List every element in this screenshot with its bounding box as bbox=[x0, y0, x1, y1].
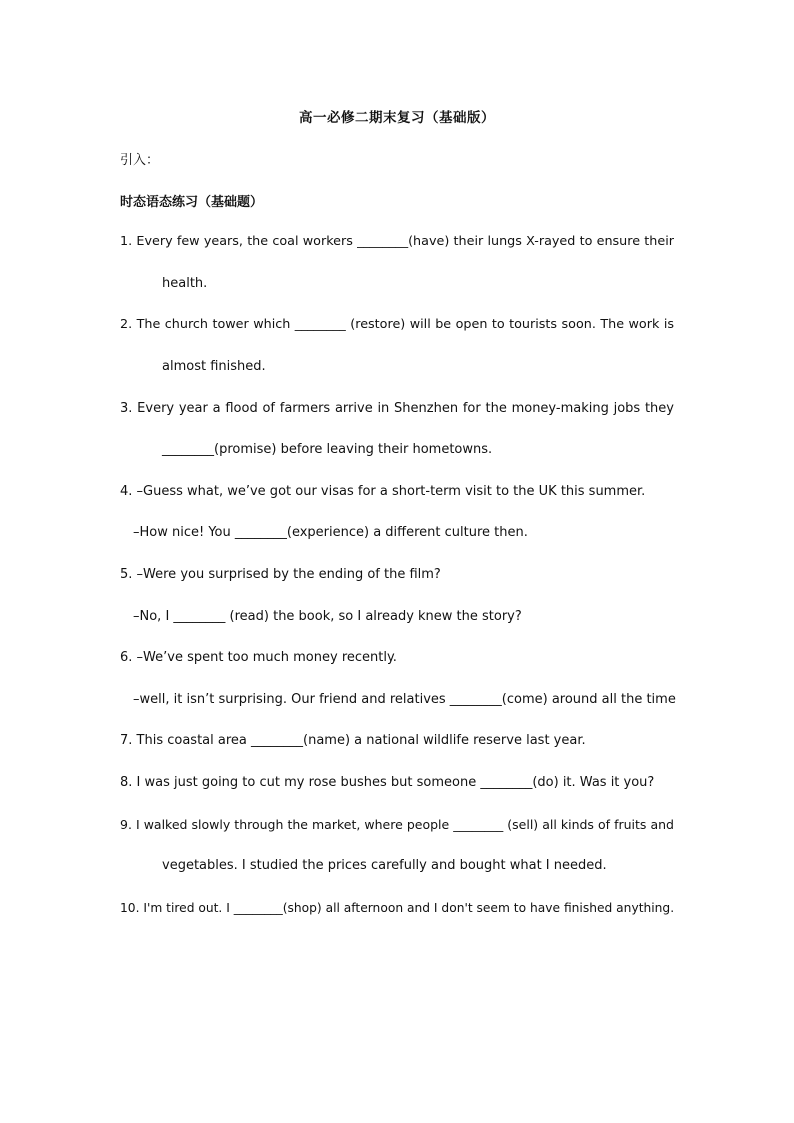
question-5-line-2: –No, I ________ (read) the book, so I already knew the story? bbox=[133, 609, 522, 624]
question-1-line-1: 1. Every few years, the coal workers ________(have) their lungs X-rayed to ensure their bbox=[120, 234, 674, 249]
document-title: 高一必修二期末复习（基础版） bbox=[299, 110, 495, 126]
question-7-line-1: 7. This coastal area ________(name) a national wildlife reserve last year. bbox=[120, 733, 586, 748]
question-6-line-2: –well, it isn’t surprising. Our friend and relatives ________(come) around all the time bbox=[133, 692, 676, 707]
question-6-line-1: 6. –We’ve spent too much money recently. bbox=[120, 650, 397, 665]
question-4-line-1: 4. –Guess what, we’ve got our visas for a short-term visit to the UK this summer. bbox=[120, 484, 646, 499]
question-8-line-1: 8. I was just going to cut my rose bushes but someone ________(do) it. Was it you? bbox=[120, 775, 655, 790]
question-1-line-2: health. bbox=[162, 276, 208, 291]
question-3-line-2: ________(promise) before leaving their hometowns. bbox=[162, 442, 493, 457]
section-title: 时态语态练习（基础题） bbox=[120, 195, 264, 210]
question-3-line-1: 3. Every year a flood of farmers arrive in Shenzhen for the money-making jobs they bbox=[120, 401, 674, 416]
intro-label: 引入： bbox=[120, 153, 160, 168]
question-10-line-1: 10. I'm tired out. I ________(shop) all afternoon and I don't seem to have finished anything. bbox=[120, 901, 675, 915]
question-4-line-2: –How nice! You ________(experience) a different culture then. bbox=[133, 525, 528, 540]
question-2-line-1: 2. The church tower which ________ (restore) will be open to tourists soon. The work is bbox=[120, 317, 674, 332]
question-2-line-2: almost finished. bbox=[162, 359, 266, 374]
question-9-line-2: vegetables. I studied the prices carefully and bought what I needed. bbox=[162, 858, 607, 873]
question-9-line-1: 9. I walked slowly through the market, where people ________ (sell) all kinds of fruits and bbox=[120, 817, 674, 832]
question-5-line-1: 5. –Were you surprised by the ending of the film? bbox=[120, 567, 441, 582]
